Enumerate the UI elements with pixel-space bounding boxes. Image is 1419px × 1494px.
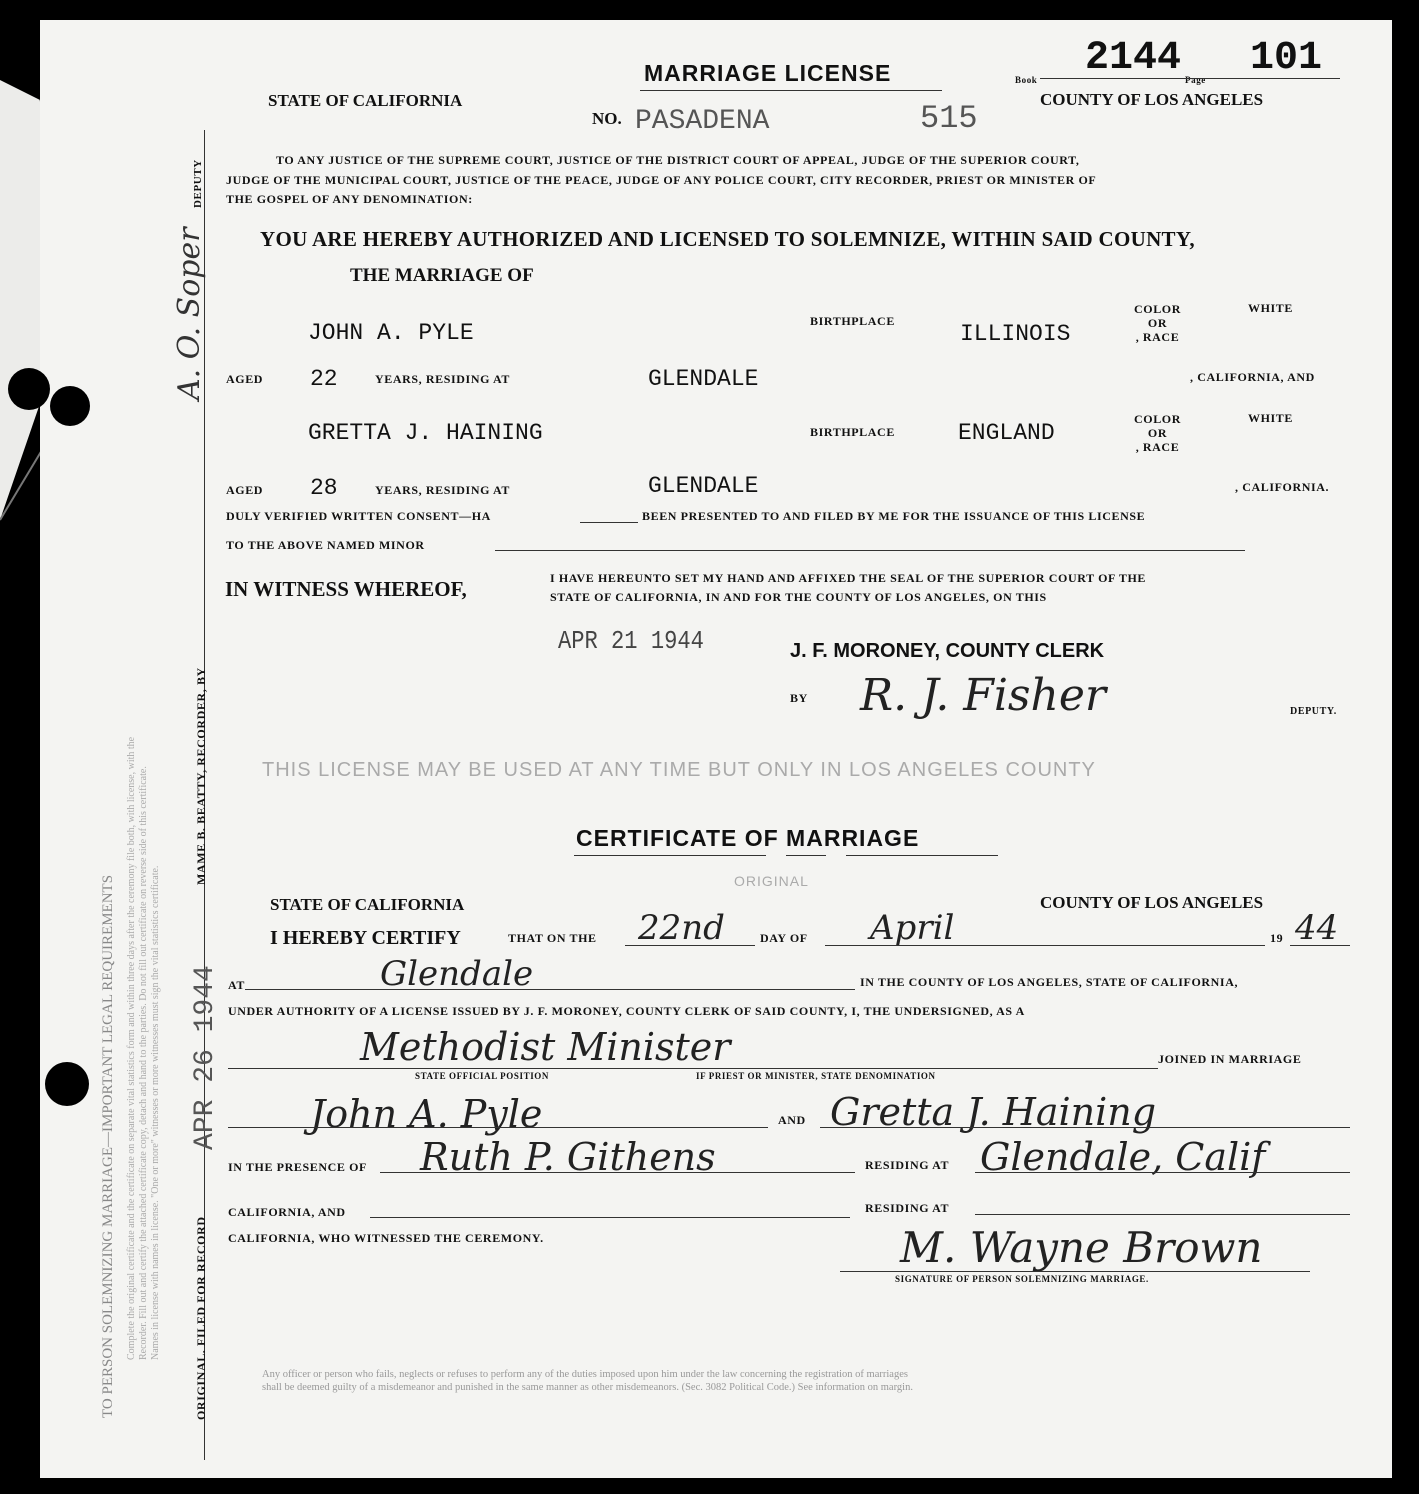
recorder-date-stamp: APR 26 1944 [190,965,221,1150]
license-county: COUNTY OF LOS ANGELES [1040,90,1264,109]
recorder-name: MAME B. BEATTY, RECORDER, BY [194,667,208,885]
seal-line-2: STATE OF CALIFORNIA, IN AND FOR THE COUNTY OF LOS ANGELES, ON THIS [550,590,1047,604]
state-official-label: STATE OFFICIAL POSITION [415,1071,549,1081]
bride-age: 28 [310,475,338,501]
that-on-the-label: THAT ON THE [508,931,597,945]
witness-1-residence: Glendale, Calif [980,1135,1266,1179]
license-title: MARRIAGE LICENSE [644,60,892,86]
usage-notice: THIS LICENSE MAY BE USED AT ANY TIME BUT ONLY IN LOS ANGELES COUNTY [262,759,1096,781]
groom-race: WHITE [1248,301,1294,315]
by-label: BY [790,691,808,705]
bride-residing-label: YEARS, RESIDING AT [375,483,510,497]
binder-hole-bottom [45,1062,89,1106]
and-label: AND [778,1113,806,1127]
consent-line-b: BEEN PRESENTED TO AND FILED BY ME FOR THE ISSUANCE OF THIS LICENSE [642,509,1146,523]
bride-name: GRETTA J. HAINING [308,420,543,446]
bride-color-label: COLOR OR , RACE [1134,412,1182,454]
county-clerk: J. F. MORONEY, COUNTY CLERK [790,640,1105,662]
groom-residing-label: YEARS, RESIDING AT [375,372,510,386]
bride-aged-label: AGED [226,483,264,497]
certificate-title: CERTIFICATE OF MARRIAGE [576,825,920,851]
bride-signed: Gretta J. Haining [830,1090,1157,1134]
certificate-original: ORIGINAL [734,873,809,889]
deputy-signature: R. J. Fisher [860,670,1106,721]
bride-birthplace-label: BIRTHPLACE [810,425,895,439]
consent-line-a: DULY VERIFIED WRITTEN CONSENT—HA [226,509,491,523]
county-line: IN THE COUNTY OF LOS ANGELES, STATE OF CALIFORNIA, [860,975,1239,989]
license-state: STATE OF CALIFORNIA [268,91,463,110]
day-of-label: DAY OF [760,931,808,945]
certificate-state: STATE OF CALIFORNIA [270,895,465,914]
witness-whereof: IN WITNESS WHEREOF, [225,577,467,601]
license-number: 515 [920,100,978,137]
marriage-month: April [870,908,955,948]
bride-california: , CALIFORNIA. [1235,480,1330,494]
recorder-filed-label: ORIGINAL. FILED FOR RECORD [194,1216,208,1420]
groom-name: JOHN A. PYLE [308,320,474,346]
at-label: AT [228,978,245,992]
license-no-label: NO. [592,109,622,128]
certify-label: I HEREBY CERTIFY [270,927,461,949]
groom-california-and: , CALIFORNIA, AND [1190,370,1315,384]
certificate-county: COUNTY OF LOS ANGELES [1040,893,1264,912]
marriage-place: Glendale [380,954,534,994]
license-date-stamp: APR 21 1944 [558,626,704,656]
witness-1-residing-label: RESIDING AT [865,1158,950,1172]
groom-aged-label: AGED [226,372,264,386]
priest-label: IF PRIEST OR MINISTER, STATE DENOMINATION [696,1071,936,1081]
address-line-3: THE GOSPEL OF ANY DENOMINATION: [226,192,473,206]
footer-note: Any officer or person who fails, neglects or refuses to perform any of the duties imposed upon him under the law concerning the registration of marriages shall be deemed guilty of a misdemeanor and punished in the same manner as other misdemeanors. (Sec. 3082 Political Code.) See information on margin. [262,1369,913,1393]
officiant-signature: M. Wayne Brown [900,1223,1263,1272]
groom-age: 22 [310,366,338,392]
officiant-position: Methodist Minister [360,1025,731,1069]
legal-notes: Complete the original certificate and the certificate on separate vital statistics form and within three days after the ceremony file both, with license, with the Recorder. Fill out and certify the attached certificate copy, detach and hand to the parties. Do not fill out certificate on reverse side of this certificate. Names in license with names in license. "One or more" witnesses or more witnesses must sign the vital statistics certificate. [126,736,161,1360]
marriage-day: 22nd [638,908,725,948]
witness-1-name: Ruth P. Githens [420,1135,716,1179]
page-number: 101 [1250,36,1323,81]
consent-line-c: TO THE ABOVE NAMED MINOR [226,538,425,552]
groom-residence: GLENDALE [648,366,759,392]
authorized-line: YOU ARE HEREBY AUTHORIZED AND LICENSED TO SOLEMNIZE, WITHIN SAID COUNTY, [260,227,1195,251]
california-and-label: CALIFORNIA, AND [228,1205,346,1219]
year-prefix: 19 [1270,931,1284,945]
authority-line: UNDER AUTHORITY OF A LICENSE ISSUED BY J. F. MORONEY, COUNTY CLERK OF SAID COUNTY, I, THE UNDERSIGNED, AS A [228,1004,1025,1018]
groom-birthplace: ILLINOIS [960,321,1071,347]
book-label: Book [1015,75,1038,85]
witnessed-label: CALIFORNIA, WHO WITNESSED THE CEREMONY. [228,1231,544,1245]
address-line-2: JUDGE OF THE MUNICIPAL COURT, JUSTICE OF THE PEACE, JUDGE OF ANY POLICE COURT, CITY RECORDER, PRIEST OR MINISTER OF [226,173,1097,187]
presence-label: IN THE PRESENCE OF [228,1160,367,1174]
page-label: Page [1185,75,1206,85]
marriage-license-document [40,20,1392,1478]
marriage-of-label: THE MARRIAGE OF [350,265,534,286]
seal-line-1: I HAVE HEREUNTO SET MY HAND AND AFFIXED THE SEAL OF THE SUPERIOR COURT OF THE [550,571,1147,585]
groom-color-label: COLOR OR , RACE [1134,302,1182,344]
book-number: 2144 [1085,36,1182,81]
groom-birthplace-label: BIRTHPLACE [810,314,895,328]
signature-label: SIGNATURE OF PERSON SOLEMNIZING MARRIAGE. [895,1274,1149,1284]
deputy-label: DEPUTY. [1290,706,1337,717]
binder-hole-top [8,368,50,410]
license-city: PASADENA [635,106,770,137]
bride-race: WHITE [1248,411,1294,425]
legal-title: TO PERSON SOLEMNIZING MARRIAGE—IMPORTANT LEGAL REQUIREMENTS [100,874,116,1418]
recorder-signature: A. O. Soper [172,227,207,400]
groom-signed: John A. Pyle [310,1092,543,1136]
witness-2-residing-label: RESIDING AT [865,1201,950,1215]
margin-deputy-label: DEPUTY [192,159,204,208]
address-line-1: TO ANY JUSTICE OF THE SUPREME COURT, JUSTICE OF THE DISTRICT COURT OF APPEAL, JUDGE OF THE SUPERIOR COURT, [276,153,1080,167]
binder-hole-top-right [50,386,90,426]
bride-residence: GLENDALE [648,473,759,499]
bride-birthplace: ENGLAND [958,420,1055,446]
joined-label: JOINED IN MARRIAGE [1158,1052,1302,1066]
marriage-year: 44 [1295,908,1339,948]
